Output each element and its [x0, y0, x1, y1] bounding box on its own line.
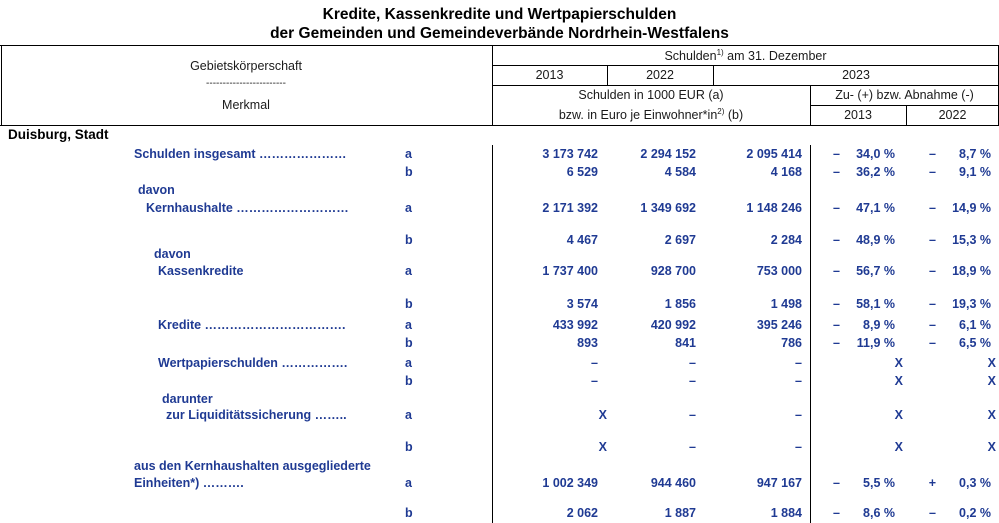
change-2013-value: 56,7 %: [856, 264, 895, 278]
change-2022-sign: –: [929, 318, 936, 332]
header-gebietskoerperschaft: Gebietskörperschaft: [190, 59, 302, 73]
change-2022-value: 0,2 %: [959, 506, 991, 520]
header-change-2013: 2013: [844, 108, 872, 122]
value-2022-cell: 1 856: [664, 297, 696, 311]
header-change-2022: 2022: [938, 108, 967, 122]
header-year-2013: 2013: [535, 68, 564, 82]
value-2022-cell: 420 992: [650, 318, 696, 332]
change-2013-sign: –: [833, 506, 840, 520]
value-2013-cell: –: [591, 356, 598, 370]
change-2013-value: 36,2 %: [856, 165, 895, 179]
change-2022-value: 6,5 %: [959, 336, 991, 350]
merkmal-cell: b: [405, 233, 413, 247]
change-2022-sign: –: [929, 506, 936, 520]
change-2013-sign: –: [833, 297, 840, 311]
label-ausgegliederte-einheiten: aus den Kernhaushalten ausgegliederte: [134, 459, 371, 473]
header-dashes: ------------------------: [206, 78, 286, 89]
value-2013-cell: X: [598, 408, 607, 422]
value-2023-cell: 1 148 246: [746, 201, 802, 215]
value-2013-cell: X: [598, 440, 607, 454]
merkmal-cell: b: [405, 297, 413, 311]
value-2013-cell: 3 173 742: [542, 147, 598, 161]
merkmal-cell: a: [405, 476, 412, 490]
change-2013-sign: –: [833, 147, 840, 161]
change-2013-sign: –: [833, 476, 840, 490]
change-2022-sign: –: [929, 233, 936, 247]
value-2022-cell: –: [689, 408, 696, 422]
value-2013-cell: 2 171 392: [542, 201, 598, 215]
label-ausgegliederte-einheiten: Einheiten*) ……….: [134, 476, 244, 490]
change-2013-sign: –: [833, 165, 840, 179]
value-2022-cell: 4 584: [664, 165, 696, 179]
body-divider: [492, 145, 493, 523]
change-2013-sign: –: [833, 336, 840, 350]
change-2022-value: 6,1 %: [959, 318, 991, 332]
value-2013-cell: 893: [577, 336, 598, 350]
change-2022-sign: –: [929, 336, 936, 350]
label-davon: davon: [138, 183, 175, 197]
label-davon: davon: [154, 247, 191, 261]
merkmal-cell: b: [405, 165, 413, 179]
value-2023-cell: –: [795, 374, 802, 388]
merkmal-cell: b: [405, 374, 413, 388]
value-2023-cell: 753 000: [756, 264, 802, 278]
change-2013-sign: –: [833, 264, 840, 278]
change-2013-value: X: [894, 408, 903, 422]
label-liquiditaetssicherung: zur Liquiditätssicherung ……..: [166, 408, 347, 422]
value-2023-cell: –: [795, 408, 802, 422]
value-2022-cell: 1 349 692: [640, 201, 696, 215]
change-2022-sign: –: [929, 147, 936, 161]
header-year-2023: 2023: [842, 68, 870, 82]
value-2013-cell: 4 467: [566, 233, 598, 247]
region-name: Duisburg, Stadt: [8, 127, 109, 142]
change-2013-sign: –: [833, 201, 840, 215]
merkmal-cell: a: [405, 408, 412, 422]
value-2022-cell: 1 887: [664, 506, 696, 520]
value-2022-cell: 841: [675, 336, 696, 350]
value-2013-cell: 6 529: [566, 165, 598, 179]
value-2023-cell: 947 167: [756, 476, 802, 490]
header-merkmal: Merkmal: [222, 98, 270, 112]
merkmal-cell: a: [405, 264, 412, 278]
change-2022-value: 15,3 %: [952, 233, 991, 247]
change-2013-value: 11,9 %: [856, 336, 895, 350]
value-2023-cell: 395 246: [756, 318, 802, 332]
change-2022-value: X: [987, 374, 996, 388]
change-2022-value: X: [987, 408, 996, 422]
change-2022-value: 9,1 %: [959, 165, 991, 179]
change-2013-value: 48,9 %: [856, 233, 895, 247]
header-bottom-rule: [0, 125, 999, 126]
header-rule: [492, 85, 999, 86]
change-2013-value: 8,6 %: [863, 506, 895, 520]
change-2022-value: 18,9 %: [952, 264, 991, 278]
label-wertpapierschulden: Wertpapierschulden …………….: [158, 356, 348, 370]
change-2022-sign: +: [928, 476, 936, 490]
change-2013-value: 58,1 %: [856, 297, 895, 311]
header-top-rule: [0, 45, 999, 46]
value-2022-cell: –: [689, 440, 696, 454]
merkmal-cell: a: [405, 147, 412, 161]
value-2023-cell: 4 168: [770, 165, 802, 179]
change-2013-value: 5,5 %: [863, 476, 895, 490]
change-2022-value: 19,3 %: [952, 297, 991, 311]
value-2022-cell: 2 697: [664, 233, 696, 247]
header-rule: [492, 65, 999, 66]
change-2013-value: 47,1 %: [856, 201, 895, 215]
value-2022-cell: 2 294 152: [640, 147, 696, 161]
change-2022-value: X: [987, 356, 996, 370]
change-2022-value: 8,7 %: [959, 147, 991, 161]
value-2023-cell: 1 498: [770, 297, 802, 311]
change-2013-value: X: [894, 356, 903, 370]
merkmal-cell: b: [405, 336, 413, 350]
header-year-2022: 2022: [646, 68, 674, 82]
label-darunter: darunter: [162, 392, 213, 406]
merkmal-cell: b: [405, 506, 413, 520]
merkmal-cell: a: [405, 318, 412, 332]
value-2023-cell: –: [795, 440, 802, 454]
merkmal-cell: a: [405, 356, 412, 370]
merkmal-cell: a: [405, 201, 412, 215]
value-2023-cell: 786: [781, 336, 802, 350]
label-kredite: Kredite …………………………….: [158, 318, 346, 332]
label-kassenkredite: Kassenkredite: [158, 264, 244, 278]
header-change: Zu- (+) bzw. Abnahme (-): [835, 88, 974, 102]
body-divider: [810, 145, 811, 523]
table-title-line-1: Kredite, Kassenkredite und Wertpapierschulden: [322, 6, 677, 23]
change-2013-value: 34,0 %: [856, 147, 895, 161]
value-2013-cell: 1 737 400: [542, 264, 598, 278]
merkmal-cell: b: [405, 440, 413, 454]
change-2022-sign: –: [929, 165, 936, 179]
change-2022-value: X: [987, 440, 996, 454]
label-kernhaushalte: Kernhaushalte ………………………: [146, 201, 349, 215]
value-2013-cell: 1 002 349: [542, 476, 598, 490]
value-2023-cell: 2 284: [770, 233, 802, 247]
change-2013-value: X: [894, 440, 903, 454]
value-2023-cell: –: [795, 356, 802, 370]
change-2022-sign: –: [929, 201, 936, 215]
value-2022-cell: 928 700: [650, 264, 696, 278]
table-title-line-2: der Gemeinden und Gemeindeverbände Nordrhein-Westfalens: [270, 25, 729, 42]
change-2022-sign: –: [929, 264, 936, 278]
change-2022-value: 14,9 %: [952, 201, 991, 215]
value-2023-cell: 2 095 414: [746, 147, 802, 161]
value-2013-cell: 433 992: [552, 318, 598, 332]
change-2013-sign: –: [833, 233, 840, 247]
value-2022-cell: –: [689, 356, 696, 370]
label-schulden-insgesamt: Schulden insgesamt …………………: [134, 147, 347, 161]
change-2013-sign: –: [833, 318, 840, 332]
value-2013-cell: 3 574: [566, 297, 598, 311]
value-2022-cell: 944 460: [650, 476, 696, 490]
change-2022-value: 0,3 %: [959, 476, 991, 490]
value-2023-cell: 1 884: [770, 506, 802, 520]
change-2013-value: X: [894, 374, 903, 388]
header-rule: [810, 105, 999, 106]
value-2022-cell: –: [689, 374, 696, 388]
value-2013-cell: –: [591, 374, 598, 388]
header-unit-b: bzw. in Euro je $Einwohner*in^{2)}$ (b): [558, 106, 744, 122]
header-schulden-am-stichtag: Schulden$^{1)}$ am 31. Dezember: [664, 47, 827, 63]
header-unit-a: Schulden in 1000 EUR (a): [578, 88, 724, 102]
change-2013-value: 8,9 %: [863, 318, 895, 332]
change-2022-sign: –: [929, 297, 936, 311]
value-2013-cell: 2 062: [566, 506, 598, 520]
